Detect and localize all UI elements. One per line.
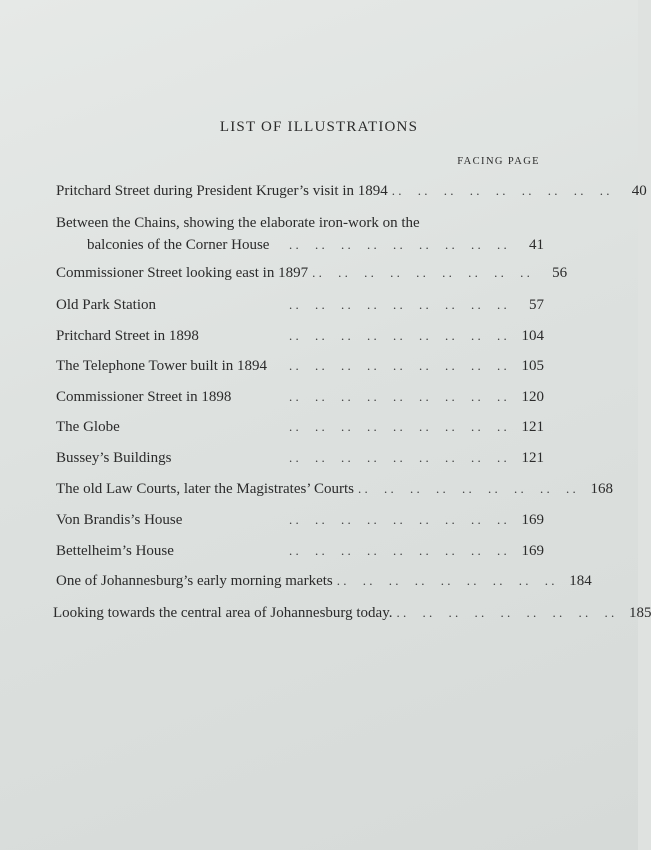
leader-dots: . . . . . . . . . . . . . . . . . . <box>289 237 510 252</box>
leader-dots: . . . . . . . . . . . . . . . . . . <box>289 297 510 312</box>
entry-page: 169 <box>521 512 544 528</box>
leader-dots: . . . . . . . . . . . . . . . . . . <box>289 512 510 527</box>
entry-page: 184 <box>569 573 592 589</box>
column-header-facing-page: FACING PAGE <box>457 156 540 167</box>
entry-page: 105 <box>521 358 544 374</box>
entry-title-continued: balconies of the Corner House <box>87 237 270 253</box>
list-item <box>56 262 568 284</box>
entry-title: Bettelheim’s House <box>56 543 174 559</box>
entry-title: Pritchard Street in 1898 <box>56 328 199 344</box>
leader-dots: . . . . . . . . . . . . . . . . . . <box>396 605 618 620</box>
leader-dots: . . . . . . . . . . . . . . . . . . <box>289 328 510 343</box>
entry-page: 168 <box>590 481 613 497</box>
entry-page: 104 <box>521 328 544 344</box>
entry-page: 57 <box>529 297 544 313</box>
entry-title: Between the Chains, showing the elaborate iron-work on the <box>56 215 420 231</box>
list-item <box>56 447 544 469</box>
entry-title: Pritchard Street during President Kruger’s visit in 1894 <box>56 183 388 199</box>
list-item <box>56 540 544 562</box>
leader-dots: . . . . . . . . . . . . . . . . . . <box>289 358 510 373</box>
list-item <box>56 325 544 347</box>
entry-title: The Telephone Tower built in 1894 <box>56 358 268 374</box>
leader-dots: . . . . . . . . . . . . . . . . . . <box>312 265 534 280</box>
list-item <box>56 416 544 438</box>
leader-dots: . . . . . . . . . . . . . . . . . . <box>289 419 510 434</box>
leader-dots: . . . . . . . . . . . . . . . . . . <box>289 450 510 465</box>
list-item <box>56 180 647 202</box>
leader-dots: . . . . . . . . . . . . . . . . . . <box>358 481 579 496</box>
entry-title: The old Law Courts, later the Magistrates’ Courts <box>56 481 354 497</box>
entry-title: One of Johannesburg’s early morning markets <box>56 573 333 589</box>
leader-dots: . . . . . . . . . . . . . . . . . . <box>391 183 613 198</box>
page-title: LIST OF ILLUSTRATIONS <box>219 119 419 135</box>
list-item <box>56 212 544 256</box>
list-item <box>56 570 592 592</box>
entry-title: Commissioner Street looking east in 1897 <box>56 265 309 281</box>
list-item <box>56 509 544 531</box>
entry-page: 120 <box>521 389 544 405</box>
entry-page: 121 <box>521 419 544 435</box>
list-item <box>56 386 544 408</box>
entry-page: 121 <box>521 450 544 466</box>
entry-page: 185 <box>628 605 651 621</box>
list-item <box>56 478 613 500</box>
entry-page: 40 <box>631 183 647 199</box>
leader-dots: . . . . . . . . . . . . . . . . . . <box>289 389 510 404</box>
entry-title: Old Park Station <box>56 297 156 313</box>
entry-title: The Globe <box>56 419 120 435</box>
entry-page: 41 <box>529 237 544 253</box>
entry-page: 56 <box>552 265 568 281</box>
list-item <box>53 602 651 624</box>
entry-title: Bussey’s Buildings <box>56 450 172 466</box>
list-item <box>56 294 544 316</box>
entry-page: 169 <box>521 543 544 559</box>
list-item <box>56 355 544 377</box>
leader-dots: . . . . . . . . . . . . . . . . . . <box>289 543 510 558</box>
leader-dots: . . . . . . . . . . . . . . . . . . <box>336 573 558 588</box>
entry-title: Commissioner Street in 1898 <box>56 389 232 405</box>
entry-title: Looking towards the central area of Johannesburg today. <box>53 605 393 621</box>
entry-title: Von Brandis’s House <box>56 512 183 528</box>
